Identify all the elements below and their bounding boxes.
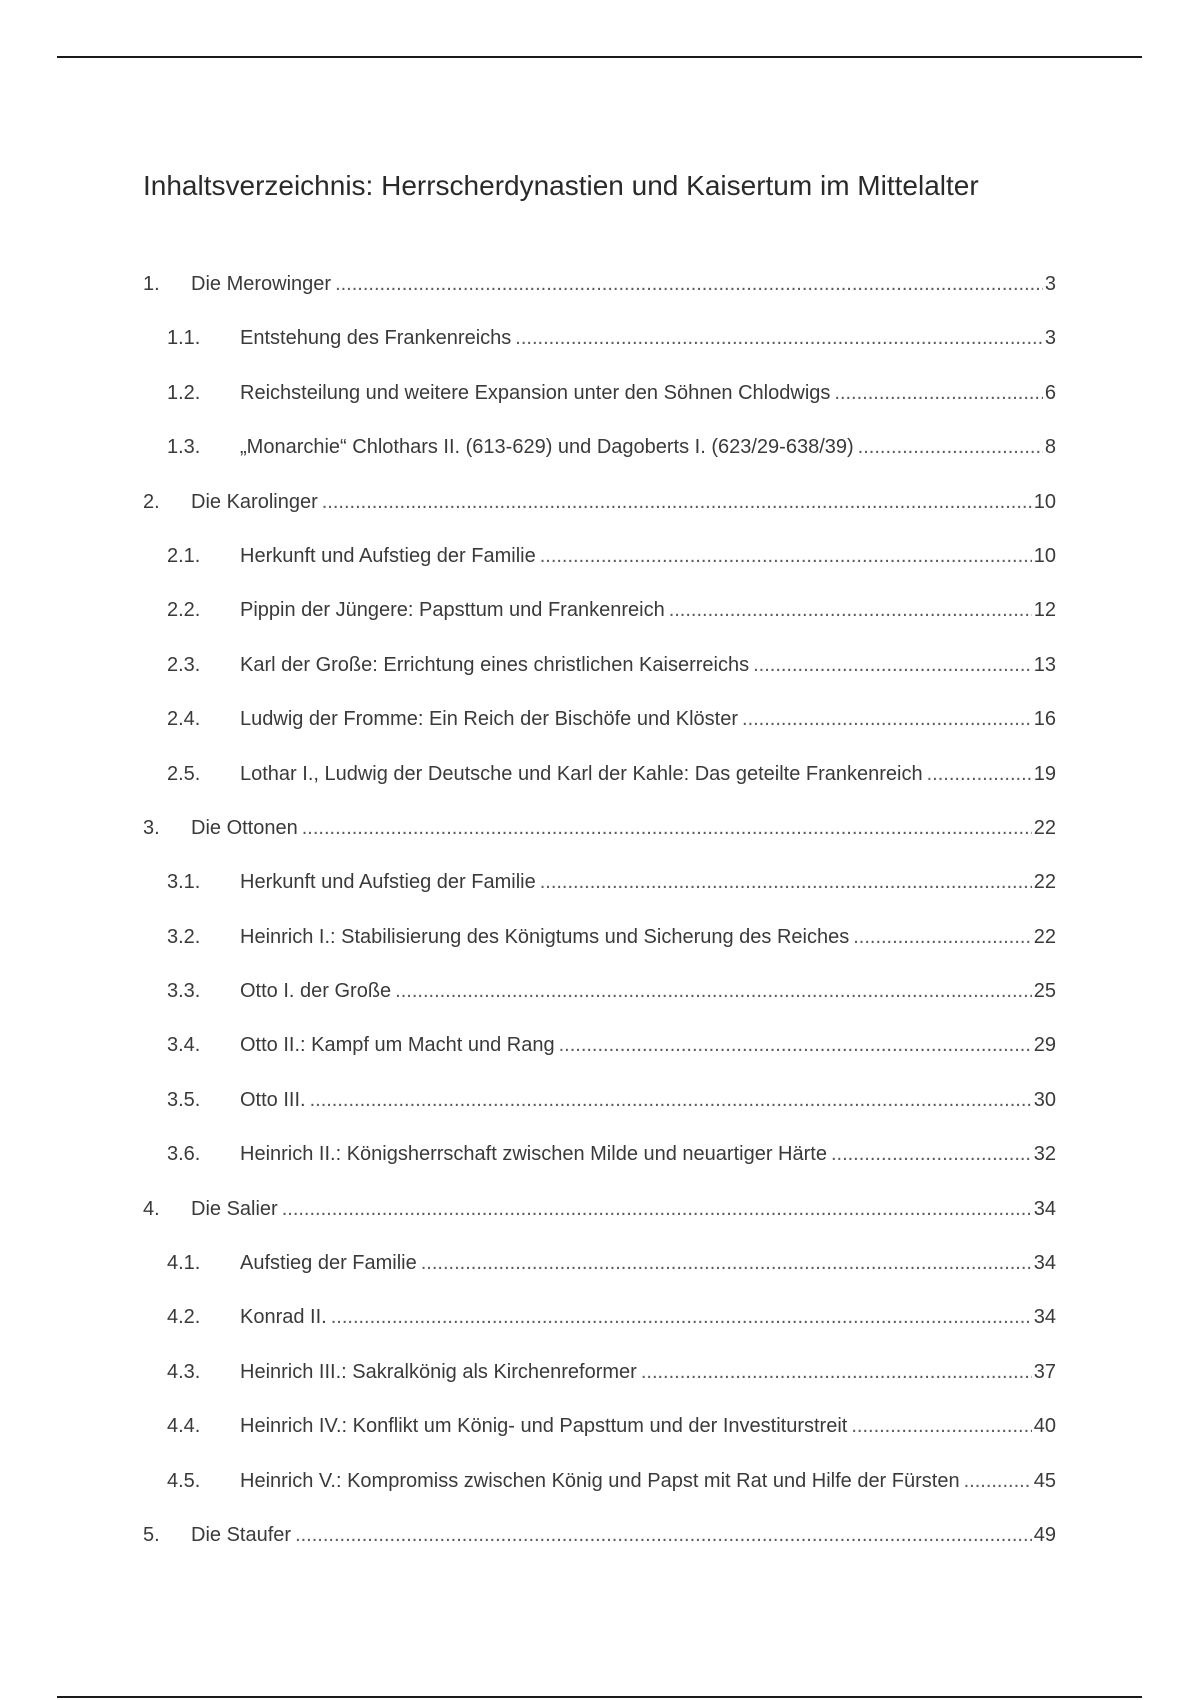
toc-entry-line — [240, 1086, 1056, 1114]
dot-leader — [669, 596, 1032, 624]
toc-entry-number: 2.5. — [167, 762, 201, 785]
toc-section-entry[interactable] — [143, 923, 1056, 977]
toc-section-entry[interactable] — [143, 1303, 1056, 1357]
dot-leader — [295, 1521, 1032, 1549]
toc-section-entry[interactable] — [143, 977, 1056, 1031]
dot-leader — [851, 1412, 1031, 1440]
toc-entry-number: 1. — [143, 273, 160, 295]
toc-entry-line — [240, 1358, 1056, 1386]
toc-entry-title: Heinrich II.: Königsherrschaft zwischen Milde und neuartiger Härte — [240, 1143, 827, 1166]
toc-entry-title: Entstehung des Frankenreichs — [240, 327, 512, 350]
toc-entry-number: 3. — [143, 816, 160, 839]
toc-entry-title: Heinrich III.: Sakralkönig als Kirchenreformer — [240, 1360, 637, 1383]
toc-entry-page-number: 3 — [1044, 273, 1056, 295]
toc-entry-title: Die Merowinger — [191, 273, 332, 295]
toc-entry-number: 4.5. — [167, 1469, 201, 1492]
toc-entry-title: Heinrich V.: Kompromiss zwischen König und Papst mit Rat und Hilfe der Fürsten — [240, 1469, 960, 1492]
toc-entry-line — [191, 270, 1056, 298]
dot-leader — [421, 1249, 1032, 1277]
toc-entry-page-number: 34 — [1033, 1252, 1056, 1275]
toc-entry-number: 2.2. — [167, 599, 201, 622]
dot-leader — [834, 379, 1042, 407]
toc-entry-page-number: 34 — [1033, 1197, 1056, 1220]
toc-entry-page-number: 16 — [1033, 708, 1056, 731]
dot-leader — [964, 1467, 1032, 1495]
toc-entry-number: 1.3. — [167, 436, 201, 459]
dot-leader — [395, 977, 1032, 1005]
dot-leader — [335, 270, 1043, 298]
toc-entry-page-number: 13 — [1033, 653, 1056, 676]
toc-section-entry[interactable] — [143, 651, 1056, 705]
toc-entry-number: 2. — [143, 490, 160, 513]
toc-entry-title: Lothar I., Ludwig der Deutsche und Karl der Kahle: Das geteilte Frankenreich — [240, 762, 923, 785]
toc-entry-number: 4.1. — [167, 1252, 201, 1275]
toc-entry-page-number: 3 — [1044, 327, 1056, 350]
toc-entry-title: Konrad II. — [240, 1306, 327, 1329]
dot-leader — [331, 1303, 1032, 1331]
toc-entry-title: Die Salier — [191, 1197, 278, 1220]
footer-rule — [57, 1696, 1142, 1698]
header-rule — [57, 56, 1142, 58]
table-of-contents — [143, 270, 1056, 1575]
toc-entry-page-number: 37 — [1033, 1360, 1056, 1383]
toc-section-entry[interactable] — [143, 760, 1056, 814]
toc-entry-page-number: 6 — [1044, 381, 1056, 404]
toc-entry-page-number: 19 — [1033, 762, 1056, 785]
toc-section-entry[interactable] — [143, 1140, 1056, 1194]
toc-entry-page-number: 12 — [1033, 599, 1056, 622]
toc-entry-line — [191, 488, 1056, 516]
toc-entry-title: Otto II.: Kampf um Macht und Rang — [240, 1034, 555, 1057]
toc-entry-page-number: 22 — [1033, 816, 1056, 839]
toc-section-entry[interactable] — [143, 379, 1056, 433]
toc-entry-title: Karl der Große: Errichtung eines christlichen Kaiserreichs — [240, 653, 750, 676]
toc-entry-number: 2.1. — [167, 544, 201, 567]
toc-entry-number: 3.2. — [167, 925, 201, 948]
dot-leader — [641, 1358, 1032, 1386]
toc-section-entry[interactable] — [143, 1031, 1056, 1085]
page-title: Inhaltsverzeichnis: Herrscherdynastien und Kaisertum im Mittelalter — [143, 170, 979, 201]
toc-entry-title: Otto III. — [240, 1088, 306, 1111]
toc-entry-number: 3.5. — [167, 1088, 201, 1111]
dot-leader — [540, 542, 1032, 570]
toc-section-entry[interactable] — [143, 705, 1056, 759]
toc-entry-number: 4.3. — [167, 1360, 201, 1383]
toc-section-entry[interactable] — [143, 1086, 1056, 1140]
dot-leader — [927, 760, 1032, 788]
toc-entry-title: Heinrich IV.: Konflikt um König- und Papsttum und der Investiturstreit — [240, 1415, 848, 1438]
dot-leader — [742, 705, 1032, 733]
dot-leader — [853, 923, 1032, 951]
toc-entry-title: Die Ottonen — [191, 816, 298, 839]
toc-section-entry[interactable] — [143, 324, 1056, 378]
toc-entry-number: 4.2. — [167, 1306, 201, 1329]
dot-leader — [302, 814, 1032, 842]
toc-section-entry[interactable] — [143, 1412, 1056, 1466]
toc-section-entry[interactable] — [143, 868, 1056, 922]
toc-entry-title: Herkunft und Aufstieg der Familie — [240, 871, 536, 894]
toc-entry-line — [240, 596, 1056, 624]
toc-entry-line — [240, 1303, 1056, 1331]
dot-leader — [831, 1140, 1032, 1168]
toc-entry-line — [240, 651, 1056, 679]
toc-entry-line — [240, 433, 1056, 461]
toc-entry-line — [240, 324, 1056, 352]
toc-entry-line — [240, 1412, 1056, 1440]
toc-entry-line — [240, 977, 1056, 1005]
toc-entry-title: Heinrich I.: Stabilisierung des Königtums und Sicherung des Reiches — [240, 925, 850, 948]
toc-entry-line — [240, 923, 1056, 951]
toc-entry-line — [191, 814, 1056, 842]
toc-entry-number: 4. — [143, 1197, 160, 1220]
toc-chapter-entry[interactable] — [143, 270, 1056, 324]
toc-chapter-entry[interactable] — [143, 1195, 1056, 1249]
toc-entry-page-number: 49 — [1033, 1523, 1056, 1546]
toc-entry-title: Pippin der Jüngere: Papsttum und Frankenreich — [240, 599, 665, 622]
toc-entry-line — [240, 379, 1056, 407]
toc-entry-title: Aufstieg der Familie — [240, 1252, 417, 1275]
toc-entry-title: Die Staufer — [191, 1523, 292, 1546]
toc-entry-title: Ludwig der Fromme: Ein Reich der Bischöfe und Klöster — [240, 708, 739, 731]
toc-entry-page-number: 8 — [1044, 436, 1056, 459]
toc-chapter-entry[interactable] — [143, 1521, 1056, 1575]
toc-section-entry[interactable] — [143, 596, 1056, 650]
toc-section-entry[interactable] — [143, 542, 1056, 596]
dot-leader — [753, 651, 1032, 679]
toc-entry-title: Die Karolinger — [191, 490, 318, 513]
toc-section-entry[interactable] — [143, 1358, 1056, 1412]
toc-entry-number: 4.4. — [167, 1415, 201, 1438]
dot-leader — [540, 868, 1032, 896]
toc-entry-number: 1.1. — [167, 327, 201, 350]
toc-entry-title: Otto I. der Große — [240, 980, 392, 1003]
toc-entry-line — [240, 1031, 1056, 1059]
toc-entry-line — [240, 1249, 1056, 1277]
toc-entry-page-number: 45 — [1033, 1469, 1056, 1492]
dot-leader — [858, 433, 1043, 461]
toc-entry-line — [240, 705, 1056, 733]
dot-leader — [310, 1086, 1032, 1114]
toc-section-entry[interactable] — [143, 1467, 1056, 1521]
toc-entry-line — [191, 1195, 1056, 1223]
toc-entry-title: Reichsteilung und weitere Expansion unter den Söhnen Chlodwigs — [240, 381, 831, 404]
toc-section-entry[interactable] — [143, 433, 1056, 487]
toc-entry-page-number: 22 — [1033, 925, 1056, 948]
toc-entry-page-number: 40 — [1033, 1415, 1056, 1438]
dot-leader — [322, 488, 1032, 516]
toc-entry-number: 3.1. — [167, 871, 201, 894]
toc-entry-number: 1.2. — [167, 381, 201, 404]
toc-entry-line — [240, 1140, 1056, 1168]
toc-entry-number: 5. — [143, 1523, 160, 1546]
dot-leader — [515, 324, 1043, 352]
toc-entry-line — [191, 1521, 1056, 1549]
toc-entry-title: „Monarchie“ Chlothars II. (613-629) und Dagoberts I. (623/29-638/39) — [240, 436, 854, 459]
toc-entry-page-number: 30 — [1033, 1088, 1056, 1111]
toc-entry-number: 3.4. — [167, 1034, 201, 1057]
toc-entry-line — [240, 868, 1056, 896]
toc-entry-page-number: 32 — [1033, 1143, 1056, 1166]
toc-entry-page-number: 25 — [1033, 980, 1056, 1003]
toc-chapter-entry[interactable] — [143, 814, 1056, 868]
toc-entry-page-number: 10 — [1033, 544, 1056, 567]
toc-entry-number: 2.4. — [167, 708, 201, 731]
toc-entry-line — [240, 760, 1056, 788]
toc-entry-line — [240, 542, 1056, 570]
toc-entry-page-number: 29 — [1033, 1034, 1056, 1057]
toc-entry-title: Herkunft und Aufstieg der Familie — [240, 544, 536, 567]
toc-entry-page-number: 34 — [1033, 1306, 1056, 1329]
toc-entry-line — [240, 1467, 1056, 1495]
toc-entry-number: 2.3. — [167, 653, 201, 676]
toc-entry-page-number: 22 — [1033, 871, 1056, 894]
toc-entry-number: 3.6. — [167, 1143, 201, 1166]
toc-section-entry[interactable] — [143, 1249, 1056, 1303]
toc-entry-page-number: 10 — [1033, 490, 1056, 513]
dot-leader — [282, 1195, 1032, 1223]
dot-leader — [559, 1031, 1032, 1059]
toc-entry-number: 3.3. — [167, 980, 201, 1003]
toc-chapter-entry[interactable] — [143, 488, 1056, 542]
